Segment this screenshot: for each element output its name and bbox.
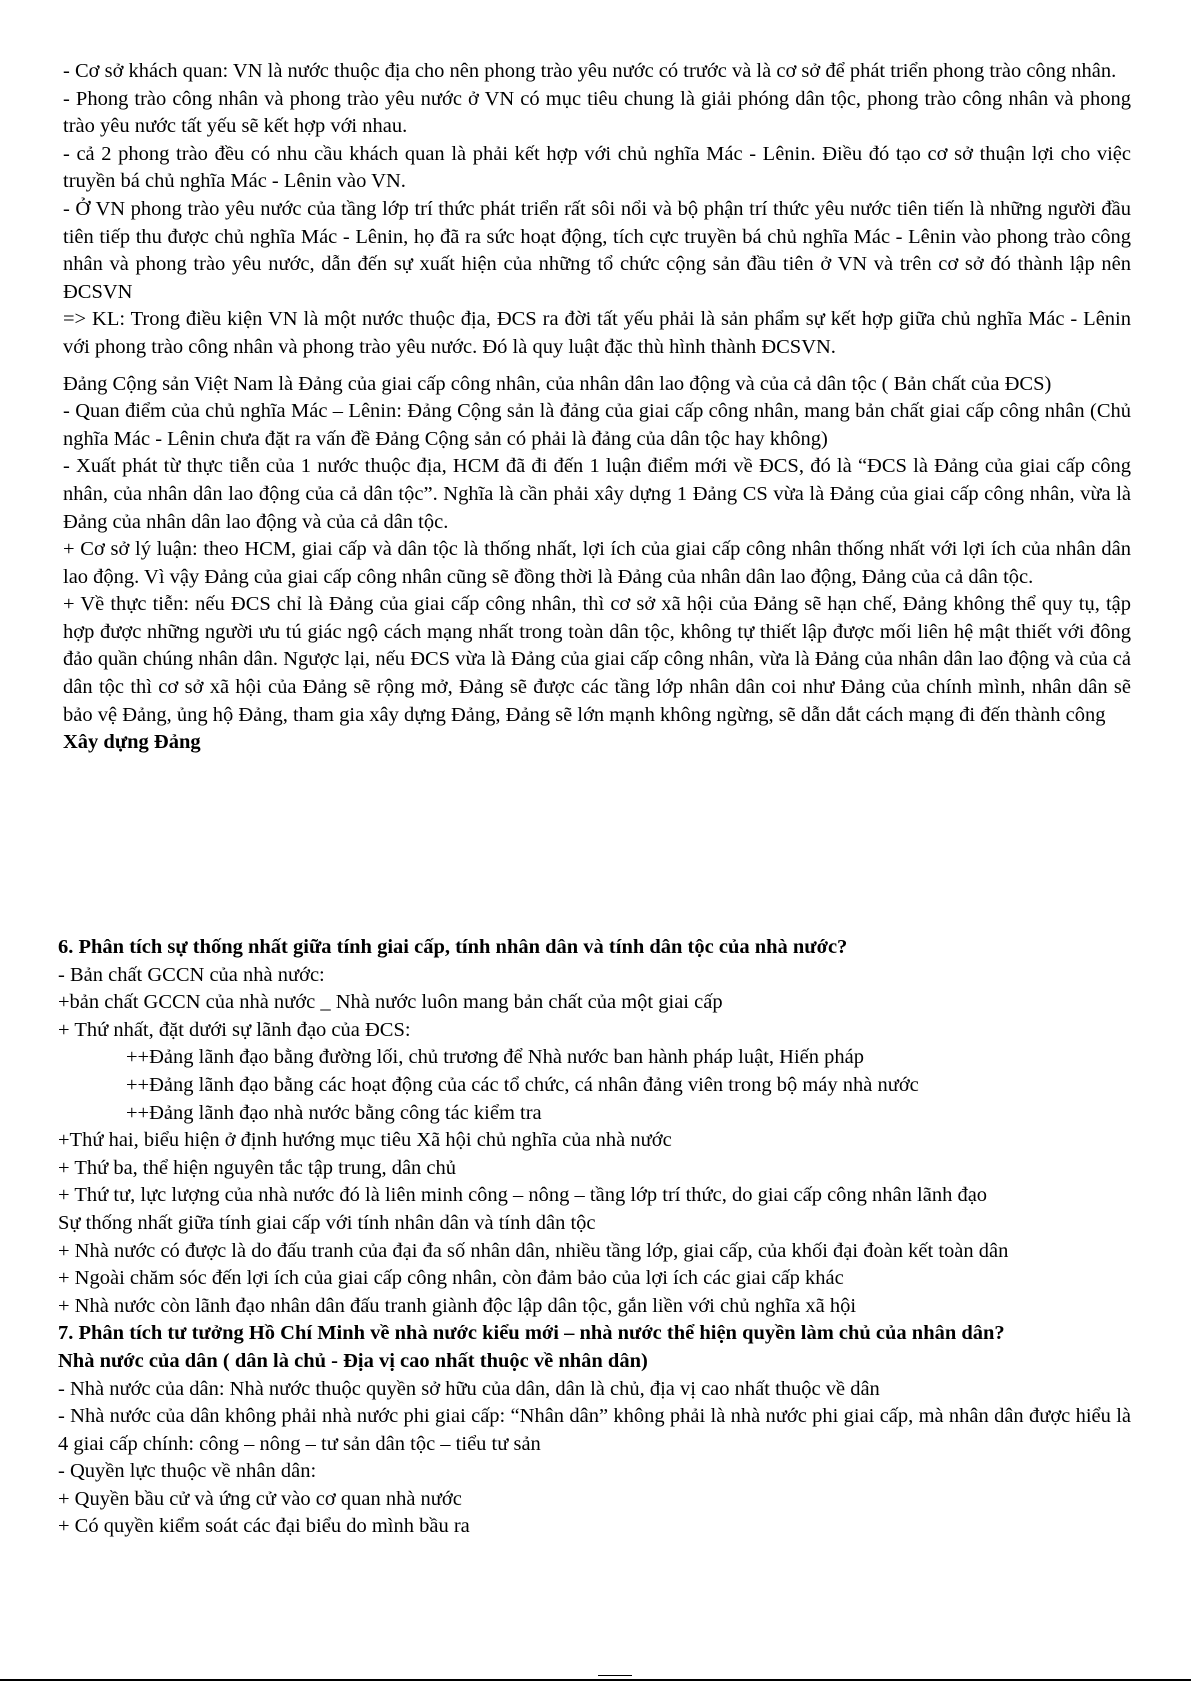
line: +bản chất GCCN của nhà nước _ Nhà nước luôn mang bản chất của một giai cấp (58, 991, 723, 1014)
paragraph: Đảng Cộng sản Việt Nam là Đảng của giai cấp công nhân, của nhân dân lao động và của cả dân tộc ( Bản chất của ĐCS) (63, 372, 1052, 395)
line: + Nhà nước còn lãnh đạo nhân dân đấu tranh giành độc lập dân tộc, gắn liền với chủ nghĩa xã hội (58, 1294, 857, 1317)
line: + Quyền bầu cử và ứng cử vào cơ quan nhà nước (58, 1487, 462, 1510)
line: - Quyền lực thuộc về nhân dân: (58, 1460, 317, 1483)
line: Sự thống nhất giữa tính giai cấp với tính nhân dân và tính dân tộc (58, 1211, 596, 1234)
paragraph: - Cơ sở khách quan: VN là nước thuộc địa cho nên phong trào yêu nước có trước và là cơ sở để phát triển phong trào công nhân. (63, 60, 1117, 82)
line: - Nhà nước của dân: Nhà nước thuộc quyền sở hữu của dân, dân là chủ, địa vị cao nhất thuộc về dân (58, 1377, 880, 1400)
question-7-subtitle: Nhà nước của dân ( dân là chủ - Địa vị cao nhất thuộc về nhân dân) (58, 1349, 648, 1372)
line: - Bản chất GCCN của nhà nước: (58, 963, 325, 986)
paragraph: - Xuất phát từ thực tiễn của 1 nước thuộc địa, HCM đã đi đến 1 luận điểm mới về ĐCS, đó là “ĐCS là Đảng của giai cấp công nhân, của nhân dân lao động của cả dân tộc”. Nghĩa là cần phải xây dựng 1 Đảng CS vừa là Đảng của giai cấp công nhân, vừa là Đảng của nhân dân lao động và của cả dân tộc. (63, 455, 1131, 533)
paragraph: - Quan điểm của chủ nghĩa Mác – Lênin: Đảng Cộng sản là đảng của giai cấp công nhân, mang bản chất giai cấp công nhân (Chủ nghĩa Mác - Lênin chưa đặt ra vấn đề Đảng Cộng sản có phải là đảng của dân tộc hay không) (63, 400, 1131, 450)
line-indented: ++Đảng lãnh đạo bằng đường lối, chủ trương để Nhà nước ban hành pháp luật, Hiến pháp (126, 1046, 864, 1069)
paragraph: - Ở VN phong trào yêu nước của tầng lớp trí thức phát triển rất sôi nổi và bộ phận trí thức yêu nước tiên tiến là những người đầu tiên tiếp thu được chủ nghĩa Mác - Lênin, họ đã ra sức hoạt động, tích cực truyền bá chủ nghĩa Mác - Lênin vào phong trào công nhân và phong trào yêu nước, dẫn đến sự xuất hiện của những tổ chức cộng sản đầu tiên ở VN và trên cơ sở đó thành lập nên ĐCSVN (63, 197, 1131, 303)
page-bottom-rule (0, 1679, 1191, 1681)
line: + Thứ ba, thể hiện nguyên tắc tập trung, dân chủ (58, 1156, 457, 1179)
question-7-title: 7. Phân tích tư tưởng Hồ Chí Minh về nhà nước kiểu mới – nhà nước thể hiện quyền làm chủ của nhân dân? (58, 1322, 1005, 1345)
paragraph-conclusion: => KL: Trong điều kiện VN là một nước thuộc địa, ĐCS ra đời tất yếu phải là sản phẩm sự kết hợp giữa chủ nghĩa Mác - Lênin với phong trào công nhân và phong trào yêu nước. Đó là quy luật đặc thù hình thành ĐCSVN. (63, 308, 1131, 358)
question-6-title: 6. Phân tích sự thống nhất giữa tính giai cấp, tính nhân dân và tính dân tộc của nhà nước? (58, 936, 848, 958)
paragraph: + Cơ sở lý luận: theo HCM, giai cấp và dân tộc là thống nhất, lợi ích của giai cấp công nhân thống nhất với lợi ích của nhân dân lao động. Vì vậy Đảng của giai cấp công nhân cũng sẽ đồng thời là Đảng của nhân dân lao động, Đảng của cả dân tộc. (63, 538, 1131, 588)
paragraph: - Phong trào công nhân và phong trào yêu nước ở VN có mục tiêu chung là giải phóng dân tộc, phong trào công nhân và phong trào yêu nước tất yếu sẽ kết hợp với nhau. (63, 87, 1131, 138)
line-indented: ++Đảng lãnh đạo nhà nước bằng công tác kiểm tra (126, 1101, 542, 1124)
line: + Ngoài chăm sóc đến lợi ích của giai cấp công nhân, còn đảm bảo của lợi ích các giai cấp khác (58, 1267, 844, 1290)
section-heading: Xây dựng Đảng (63, 731, 201, 754)
page-bottom-mark (598, 1675, 632, 1676)
line: + Thứ nhất, đặt dưới sự lãnh đạo của ĐCS: (58, 1018, 411, 1041)
paragraph: - cả 2 phong trào đều có nhu cầu khách quan là phải kết hợp với chủ nghĩa Mác - Lênin. Điều đó tạo cơ sở thuận lợi cho việc truyền bá chủ nghĩa Mác - Lênin vào VN. (63, 142, 1131, 193)
paragraph: + Về thực tiễn: nếu ĐCS chỉ là Đảng của giai cấp công nhân, thì cơ sở xã hội của Đảng sẽ hạn chế, Đảng không thể quy tụ, tập hợp được những người ưu tú giác ngộ cách mạng nhất trong toàn dân tộc, không tự thiết lập được mối liên hệ mật thiết với đông đảo quần chúng nhân dân. Ngược lại, nếu ĐCS vừa là Đảng của giai cấp công nhân, vừa là Đảng của nhân dân lao động và của cả dân tộc thì cơ sở xã hội của Đảng sẽ rộng mở, Đảng sẽ được các tầng lớp nhân dân coi như Đảng của chính mình, nhân dân sẽ bảo vệ Đảng, ủng hộ Đảng, tham gia xây dựng Đảng, Đảng sẽ lớn mạnh không ngừng, sẽ dẫn dắt cách mạng đi đến thành công (63, 593, 1131, 726)
line: + Có quyền kiểm soát các đại biểu do mình bầu ra (58, 1515, 470, 1538)
document-section-q6-q7 (58, 934, 1131, 1541)
line: + Nhà nước có được là do đấu tranh của đại đa số nhân dân, nhiều tầng lớp, giai cấp, của khối đại đoàn kết toàn dân (58, 1239, 1009, 1262)
document-page-top (63, 58, 1131, 757)
spacer (63, 362, 1131, 371)
line: + Thứ tư, lực lượng của nhà nước đó là liên minh công – nông – tầng lớp trí thức, do giai cấp công nhân lãnh đạo (58, 1184, 988, 1207)
line: - Nhà nước của dân không phải nhà nước phi giai cấp: “Nhân dân” không phải là nhà nước phi giai cấp, mà nhân dân được hiểu là 4 giai cấp chính: công – nông – tư sản dân tộc – tiểu tư sản (58, 1405, 1131, 1455)
line: +Thứ hai, biểu hiện ở định hướng mục tiêu Xã hội chủ nghĩa của nhà nước (58, 1129, 672, 1152)
line-indented: ++Đảng lãnh đạo bằng các hoạt động của các tổ chức, cá nhân đảng viên trong bộ máy nhà nước (126, 1073, 919, 1096)
